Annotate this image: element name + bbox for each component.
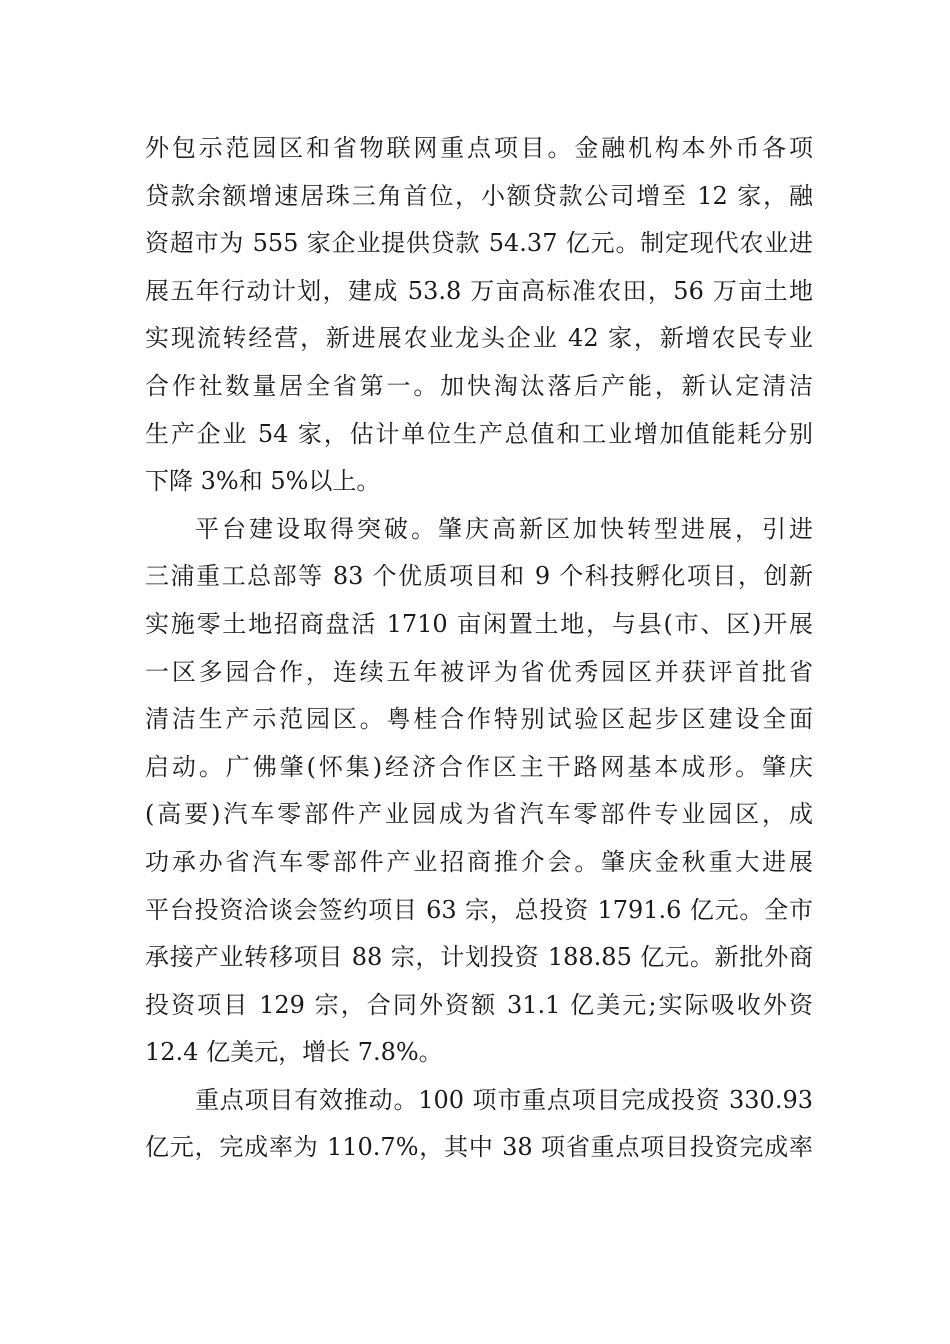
text-line: 三浦重工总部等 83 个优质项目和 9 个科技孵化项目，创新 (145, 562, 813, 591)
document-body (145, 125, 813, 1172)
text-line: 一区多园合作，连续五年被评为省优秀园区并获评首批省 (145, 657, 813, 686)
text-line: (高要)汽车零部件产业园成为省汽车零部件专业园区，成 (145, 800, 813, 829)
text-line: 合作社数量居全省第一。加快淘汰落后产能，新认定清洁 (145, 371, 813, 400)
text-line: 平台投资洽谈会签约项目 63 宗，总投资 1791.6 亿元。全市 (145, 895, 813, 924)
paragraph-finance-agriculture (145, 125, 813, 506)
text-line: 12.4 亿美元，增长 7.8%。 (145, 1038, 443, 1067)
paragraph-key-projects (145, 1077, 813, 1172)
paragraph-platform-construction (145, 506, 813, 1077)
text-line: 下降 3%和 5%以上。 (145, 467, 381, 496)
text-line: 外包示范园区和省物联网重点项目。金融机构本外币各项 (145, 134, 813, 162)
text-line: 清洁生产示范园区。粤桂合作特别试验区起步区建设全面 (145, 705, 813, 734)
text-line: 资超市为 555 家企业提供贷款 54.37 亿元。制定现代农业进 (145, 229, 813, 258)
text-line: 生产企业 54 家，估计单位生产总值和工业增加值能耗分别 (145, 419, 813, 448)
text-line: 承接产业转移项目 88 宗，计划投资 188.85 亿元。新批外商 (145, 943, 813, 972)
text-line: 投资项目 129 宗，合同外资额 31.1 亿美元;实际吸收外资 (145, 990, 813, 1019)
text-line: 实现流转经营，新进展农业龙头企业 42 家，新增农民专业 (145, 324, 813, 353)
text-line: 亿元，完成率为 110.7%，其中 38 项省重点项目投资完成率 (145, 1133, 813, 1162)
text-line: 功承办省汽车零部件产业招商推介会。肇庆金秋重大进展 (145, 847, 813, 876)
text-line: 实施零土地招商盘活 1710 亩闲置土地，与县(市、区)开展 (145, 609, 813, 638)
text-line: 重点项目有效推动。100 项市重点项目完成投资 330.93 (195, 1085, 813, 1114)
text-line: 平台建设取得突破。肇庆高新区加快转型进展，引进 (195, 514, 813, 543)
text-line: 展五年行动计划，建成 53.8 万亩高标准农田，56 万亩土地 (145, 276, 813, 305)
text-line: 贷款余额增速居珠三角首位，小额贷款公司增至 12 家，融 (145, 181, 813, 210)
text-line: 启动。广佛肇(怀集)经济合作区主干路网基本成形。肇庆 (145, 752, 813, 781)
